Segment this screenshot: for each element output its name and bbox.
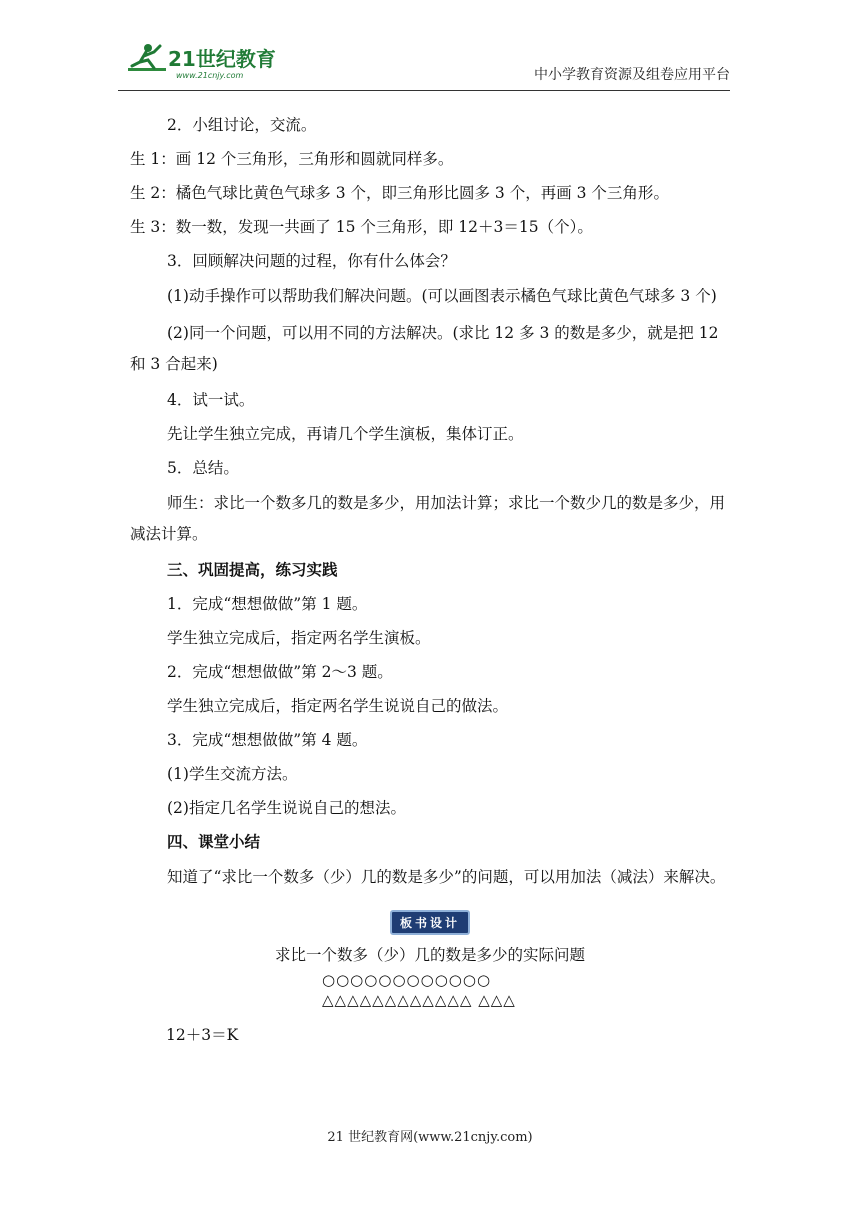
paragraph: 学生独立完成后，指定两名学生说说自己的做法。: [167, 697, 509, 715]
paragraph: 生 3：数一数，发现一共画了 15 个三角形，即 12＋3＝15（个）。: [130, 218, 593, 236]
paragraph: 2．完成“想想做做”第 2～3 题。: [167, 663, 393, 681]
paragraph: 知道了“求比一个数多（少）几的数是多少”的问题，可以用加法（减法）来解决。: [167, 868, 726, 886]
paragraph: (1)学生交流方法。: [167, 765, 298, 783]
header-divider: [118, 90, 730, 91]
page-footer: 21 世纪教育网(www.21cnjy.com): [327, 1130, 533, 1145]
paragraph: 1．完成“想想做做”第 1 题。: [167, 595, 368, 613]
paragraph: 2．小组讨论，交流。: [167, 116, 317, 134]
board-design-badge: 板书设计: [390, 910, 470, 935]
section-heading: 三、巩固提高，练习实践: [167, 561, 338, 579]
board-design-badge-row: [130, 910, 730, 940]
circle-row: ○○○○○○○○○○○○: [322, 971, 492, 989]
section-heading: 四、课堂小结: [167, 833, 261, 851]
page-header: [118, 34, 730, 90]
triangle-row: △△△△△△△△△△△△ △△△: [322, 991, 516, 1009]
board-title: 求比一个数多（少）几的数是多少的实际问题: [274, 946, 585, 964]
paragraph: 先让学生独立完成，再请几个学生演板，集体订正。: [167, 425, 524, 443]
document-body: [130, 108, 730, 1052]
paragraph: 3．回顾解决问题的过程，你有什么体会？: [167, 252, 456, 270]
logo-text: 21世纪教育: [168, 47, 276, 71]
paragraph: (1)动手操作可以帮助我们解决问题。(可以画图表示橘色气球比黄色气球多 3 个): [167, 287, 717, 305]
platform-name: 中小学教育资源及组卷应用平台: [534, 67, 730, 83]
paragraph: 5．总结。: [167, 459, 239, 477]
paragraph: 师生：求比一个数多几的数是多少，用加法计算；求比一个数少几的数是多少，用减法计算。: [130, 494, 726, 543]
logo: [118, 40, 288, 84]
runner-icon: [128, 44, 166, 71]
paragraph: (2)指定几名学生说说自己的想法。: [167, 799, 406, 817]
logo-url: www.21cnjy.com: [176, 71, 244, 80]
paragraph: 3．完成“想想做做”第 4 题。: [167, 731, 368, 749]
paragraph: 生 1：画 12 个三角形，三角形和圆就同样多。: [130, 150, 454, 168]
paragraph: (2)同一个问题，可以用不同的方法解决。(求比 12 多 3 的数是多少，就是把 12 和 3 合起来): [130, 324, 719, 373]
paragraph: 4．试一试。: [167, 391, 255, 409]
paragraph: 学生独立完成后，指定两名学生演板。: [167, 629, 431, 647]
paragraph: 生 2：橘色气球比黄色气球多 3 个，即三角形比圆多 3 个，再画 3 个三角形。: [130, 184, 669, 202]
formula: 12＋3＝K: [166, 1026, 239, 1044]
